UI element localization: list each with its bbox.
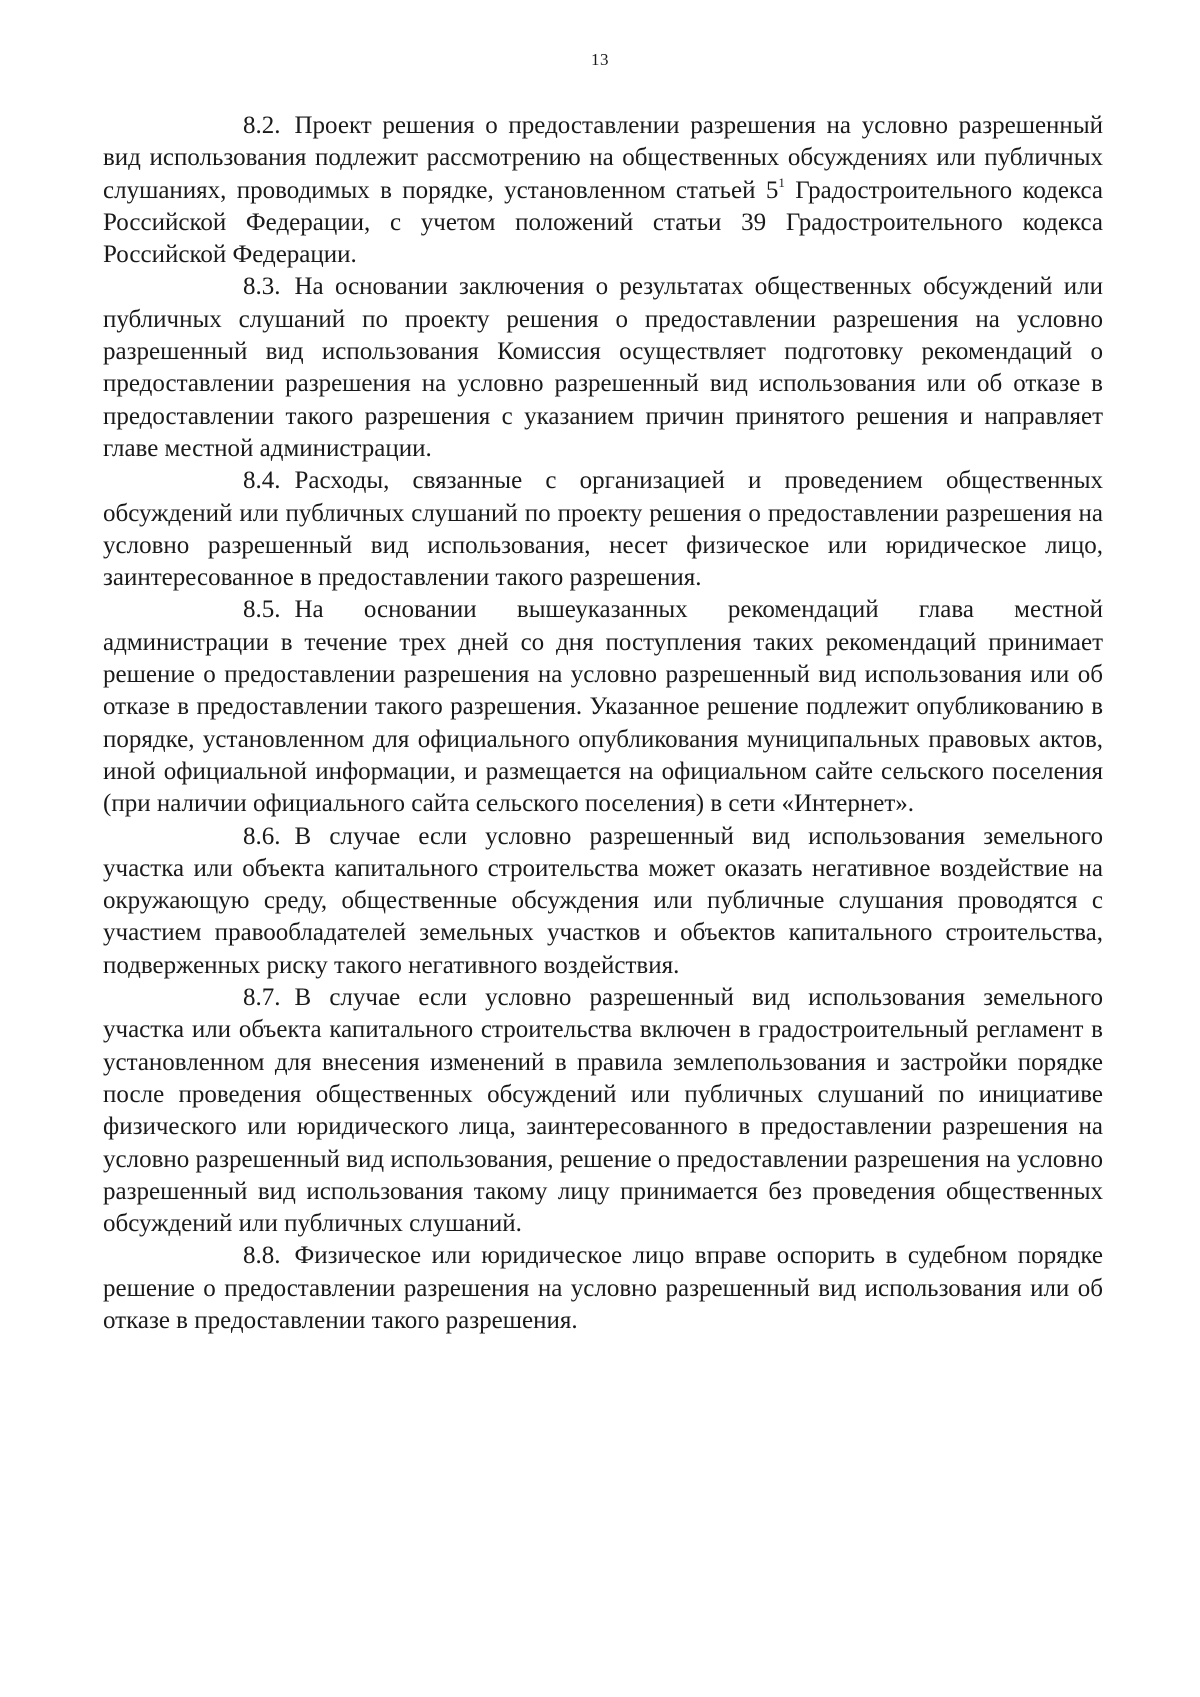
paragraph-number: 8.4. xyxy=(243,467,281,495)
paragraph-8-6 xyxy=(103,821,1103,982)
paragraph-number: 8.8. xyxy=(243,1242,281,1270)
paragraph-number: 8.3. xyxy=(243,273,281,301)
paragraph-8-8 xyxy=(103,1240,1103,1337)
superscript: 1 xyxy=(778,174,785,190)
page-number: 13 xyxy=(591,50,609,69)
paragraph-8-2 xyxy=(103,110,1103,271)
paragraph-text: Расходы, связанные с организацией и проведением общественных обсуждений или публичных слушаний по проекту решения о предоставлении разрешения на условно разрешенный вид использования, несет физическое или юридическое лицо, заинтересованное в предоставлении такого разрешения. xyxy=(103,467,1103,592)
paragraph-text: Физическое или юридическое лицо вправе оспорить в судебном порядке решение о предоставлении разрешения на условно разрешенный вид использования или об отказе в предоставлении такого разрешения. xyxy=(103,1242,1103,1334)
paragraph-text: На основании вышеуказанных рекомендаций глава местной администрации в течение трех дней со дня поступления таких рекомендаций принимает решение о предоставлении разрешения на условно разрешенный вид использования или об отказе в предоставлении такого разрешения. Указанное решение подлежит опубликованию в порядке, установленном для официального опубликования муниципальных правовых актов, иной официальной информации, и размещается на официальном сайте сельского поселения (при наличии официального сайта сельского поселения) в сети «Интернет». xyxy=(103,596,1103,818)
document-body xyxy=(103,110,1103,1337)
paragraph-8-3 xyxy=(103,271,1103,465)
paragraph-number: 8.2. xyxy=(243,112,281,139)
paragraph-8-5 xyxy=(103,594,1103,820)
paragraph-text: В случае если условно разрешенный вид использования земельного участка или объекта капитального строительства может оказать негативное воздействие на окружающую среду, общественные обсуждения или публичные слушания проводятся с участием правообладателей земельных участков и объектов капитального строительства, подверженных риску такого негативного воздействия. xyxy=(103,822,1103,979)
paragraph-8-7 xyxy=(103,982,1103,1240)
paragraph-number: 8.5. xyxy=(243,596,281,624)
paragraph-text: Проект решения о предоставлении разрешения на условно разрешенный вид использования подлежит рассмотрению на общественных обсуждениях или публичных слушаниях, проводимых в порядке, установленном статьей 5 xyxy=(103,112,1103,204)
paragraph-text-continued: Градостроительного кодекса Российской Федерации, с учетом положений статьи 39 Градостроительного кодекса Российской Федерации. xyxy=(103,176,1103,269)
paragraph-text: В случае если условно разрешенный вид использования земельного участка или объекта капитального строительства включен в градостроительный регламент в установленном для внесения изменений в правила землепользования и застройки порядке после проведения общественных обсуждений или публичных слушаний по инициативе физического или юридического лица, заинтересованного в предоставлении разрешения на условно разрешенный вид использования, решение о предоставлении разрешения на условно разрешенный вид использования такому лицу принимается без проведения общественных обсуждений или публичных слушаний. xyxy=(103,984,1103,1238)
paragraph-number: 8.7. xyxy=(243,984,281,1012)
paragraph-8-4 xyxy=(103,465,1103,594)
paragraph-text: На основании заключения о результатах общественных обсуждений или публичных слушаний по проекту решения о предоставлении разрешения на условно разрешенный вид использования Комиссия осуществляет подготовку рекомендаций о предоставлении разрешения на условно разрешенный вид использования или об отказе в предоставлении такого разрешения с указанием причин принятого решения и направляет главе местной администрации. xyxy=(103,273,1103,462)
paragraph-number: 8.6. xyxy=(243,822,281,850)
